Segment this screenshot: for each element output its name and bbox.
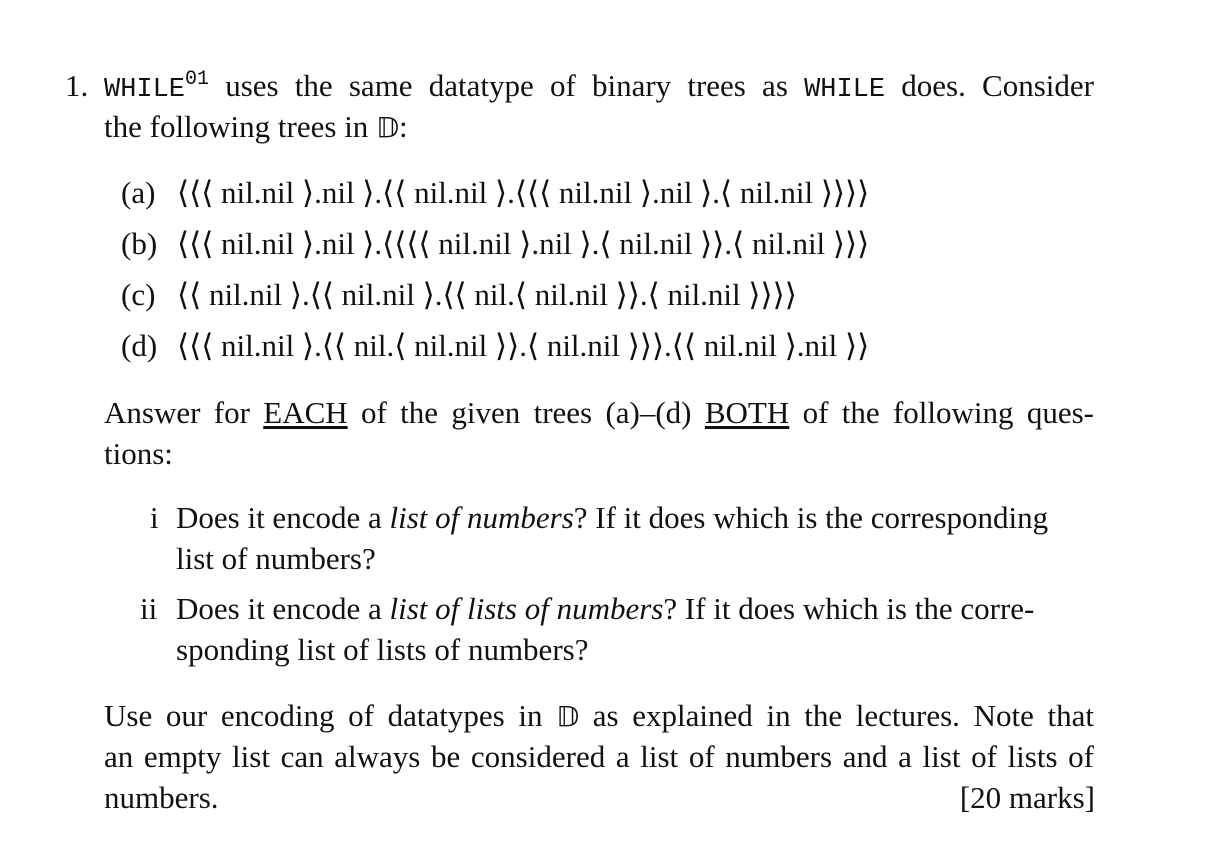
set-d-symbol: 𝔻 [556, 700, 580, 733]
subquestion-i-line-2: list of numbers? [176, 541, 376, 576]
set-d-symbol: 𝔻 [376, 111, 399, 144]
note-line1-pre: Use our encoding of datatypes in [104, 698, 557, 733]
subq-ii-text-pre: Does it encode a [176, 591, 390, 626]
tree-expression: ⟨⟨⟨ nil.nil ⟩.nil ⟩.⟨⟨⟨⟨ nil.nil ⟩.nil ⟩.⟨ nil.nil ⟩⟩.⟨ nil.nil ⟩⟩⟩ [177, 226, 870, 261]
intro-text-mid: uses the same datatype of binary trees as [209, 68, 805, 103]
note-line-3: numbers. [104, 780, 219, 815]
tree-item-c [121, 277, 797, 313]
tree-item-a [121, 175, 869, 211]
while-keyword: WHILE [804, 75, 886, 105]
note-line1-post: as explained in the lectures. Note that [579, 698, 1094, 733]
tree-expression: ⟨⟨ nil.nil ⟩.⟨⟨ nil.nil ⟩.⟨⟨ nil.⟨ nil.nil ⟩⟩.⟨ nil.nil ⟩⟩⟩⟩ [177, 277, 797, 312]
tree-item-d [121, 328, 869, 364]
answer-prompt-line-2: tions: [104, 436, 173, 471]
both-underlined: BOTH [704, 395, 790, 430]
tree-expression: ⟨⟨⟨ nil.nil ⟩.⟨⟨ nil.⟨ nil.nil ⟩⟩.⟨ nil.nil ⟩⟩⟩.⟨⟨ nil.nil ⟩.nil ⟩⟩ [177, 328, 870, 363]
note-line-2: an empty list can always be considered a list of numbers and a list of lists of [104, 739, 1094, 774]
intro-line-1 [104, 68, 1094, 108]
tree-label: (b) [121, 226, 158, 261]
tree-item-b [121, 226, 869, 262]
intro-line-2 [104, 109, 408, 146]
tree-label: (c) [121, 277, 156, 312]
marks-label: [20 marks] [959, 780, 1095, 815]
subq-i-text-post: ? If it does which is the corresponding [573, 500, 1049, 535]
question-number: 1. [65, 68, 89, 103]
tree-label: (d) [121, 328, 158, 363]
while01-superscript: 01 [185, 68, 210, 91]
subquestion-i-line-1 [176, 500, 1048, 536]
answer-prompt-post: of the following ques- [789, 395, 1095, 430]
subq-i-emphasis: list of numbers [389, 500, 574, 535]
subquestion-i-label: i [150, 500, 159, 535]
while01-keyword: WHILE$^{01}$ [104, 68, 210, 105]
each-underlined: EACH [263, 395, 348, 430]
subquestion-ii-label: ii [140, 591, 158, 626]
answer-prompt-line-1 [104, 395, 1094, 431]
answer-prompt-mid: of the given trees (a)–(d) [347, 395, 705, 430]
subq-i-text-pre: Does it encode a [176, 500, 390, 535]
tree-expression: ⟨⟨⟨ nil.nil ⟩.nil ⟩.⟨⟨ nil.nil ⟩.⟨⟨⟨ nil.nil ⟩.nil ⟩.⟨ nil.nil ⟩⟩⟩⟩ [177, 175, 870, 210]
subquestion-ii-line-1 [176, 591, 1034, 627]
subq-ii-emphasis: list of lists of numbers [389, 591, 664, 626]
intro-line2-colon: : [399, 109, 408, 144]
note-line-1 [104, 698, 1094, 735]
tree-label: (a) [121, 175, 156, 210]
intro-line2-text: the following trees in [104, 109, 377, 144]
answer-prompt-pre: Answer for [104, 395, 264, 430]
subq-ii-text-post: ? If it does which is the corre- [663, 591, 1035, 626]
intro-text-end: does. Consider [885, 68, 1094, 103]
subquestion-ii-line-2: sponding list of lists of numbers? [176, 632, 589, 667]
